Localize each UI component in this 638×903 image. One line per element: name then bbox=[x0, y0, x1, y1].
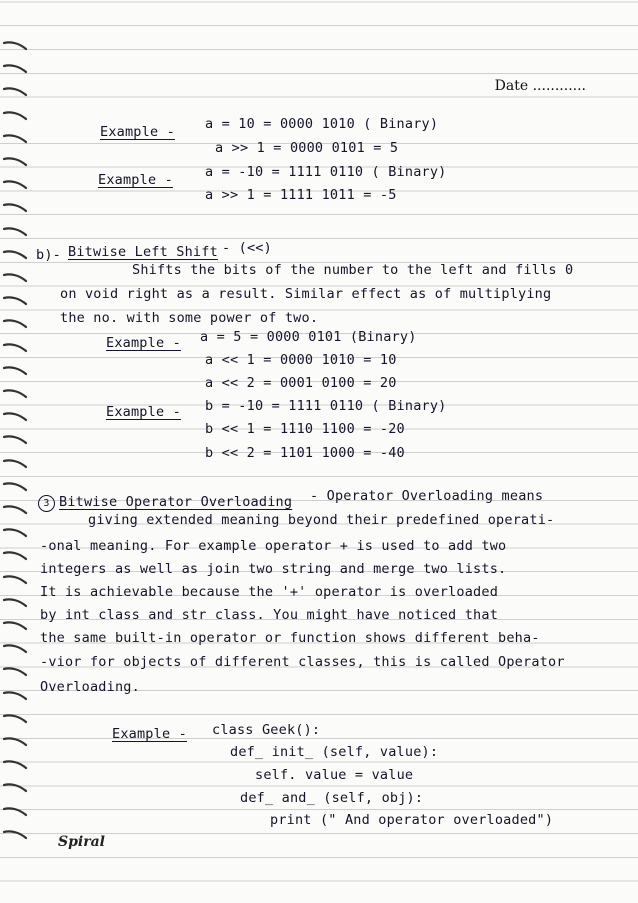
text-line: a << 1 = 0000 1010 = 10 bbox=[205, 352, 397, 368]
spiral-ring-icon bbox=[2, 63, 28, 75]
code-line: def_ init_ (self, value): bbox=[230, 744, 439, 760]
section-prefix: b)- bbox=[36, 247, 61, 263]
paragraph-line: integers as well as join two string and merge two lists. bbox=[40, 561, 507, 577]
spiral-ring-icon bbox=[2, 156, 28, 168]
section-number: 3 bbox=[38, 495, 55, 512]
example-label: Example - bbox=[112, 726, 187, 742]
text-line: a = 10 = 0000 1010 ( Binary) bbox=[205, 116, 439, 132]
paragraph-line: on void right as a result. Similar effect as of multiplying bbox=[60, 286, 552, 302]
spiral-ring-icon bbox=[2, 226, 28, 238]
example-label: Example - bbox=[100, 124, 175, 140]
paragraph-line: - Operator Overloading means bbox=[310, 488, 544, 504]
paragraph-line: giving extended meaning beyond their predefined operati- bbox=[88, 512, 555, 528]
date-label: Date ............ bbox=[494, 78, 586, 94]
spiral-ring-icon bbox=[2, 365, 28, 377]
spiral-ring-icon bbox=[2, 829, 28, 841]
spiral-ring-icon bbox=[2, 504, 28, 516]
spiral-ring-icon bbox=[2, 690, 28, 702]
spiral-ring-icon bbox=[2, 620, 28, 632]
spiral-ring-icon bbox=[2, 249, 28, 261]
spiral-ring-icon bbox=[2, 86, 28, 98]
text-line: a << 2 = 0001 0100 = 20 bbox=[205, 375, 397, 391]
text-line: a >> 1 = 0000 0101 = 5 bbox=[215, 140, 399, 156]
spiral-ring-icon bbox=[2, 388, 28, 400]
spiral-ring-icon bbox=[2, 342, 28, 354]
spiral-ring-icon bbox=[2, 574, 28, 586]
spiral-ring-icon bbox=[2, 550, 28, 562]
text-line: a = -10 = 1111 0110 ( Binary) bbox=[205, 164, 447, 180]
spiral-ring-icon bbox=[2, 806, 28, 818]
paragraph-line: Shifts the bits of the number to the left and fills 0 bbox=[132, 262, 574, 278]
paragraph-line: by int class and str class. You might have noticed that bbox=[40, 607, 499, 623]
text-line: a = 5 = 0000 0101 (Binary) bbox=[200, 329, 417, 345]
spiral-ring-icon bbox=[2, 713, 28, 725]
paragraph-line: -vior for objects of different classes, this is called Operator bbox=[40, 654, 565, 670]
spiral-ring-icon bbox=[2, 434, 28, 446]
paragraph-line: -onal meaning. For example operator + is used to add two bbox=[40, 538, 507, 554]
code-line: class Geek(): bbox=[212, 722, 321, 738]
example-label: Example - bbox=[106, 404, 181, 420]
code-line: print (" And operator overloaded") bbox=[270, 812, 554, 828]
paragraph-line: the no. with some power of two. bbox=[60, 310, 319, 326]
spiral-ring-icon bbox=[2, 597, 28, 609]
spiral-ring-icon bbox=[2, 458, 28, 470]
text-line: a >> 1 = 1111 1011 = -5 bbox=[205, 187, 397, 203]
spiral-ring-icon bbox=[2, 133, 28, 145]
spiral-ring-icon bbox=[2, 110, 28, 122]
section-heading bbox=[38, 494, 292, 512]
paragraph-line: It is achievable because the '+' operator is overloaded bbox=[40, 584, 499, 600]
spiral-ring-icon bbox=[2, 272, 28, 284]
spiral-ring-icon bbox=[2, 481, 28, 493]
spiral-ring-icon bbox=[2, 666, 28, 678]
paragraph-line: the same built-in operator or function shows different beha- bbox=[40, 630, 540, 646]
section-title: Bitwise Left Shift bbox=[68, 244, 218, 260]
paragraph-line: Overloading. bbox=[40, 679, 140, 695]
text-line: b = -10 = 1111 0110 ( Binary) bbox=[205, 398, 447, 414]
text-line: b << 2 = 1101 1000 = -40 bbox=[205, 445, 405, 461]
spiral-ring-icon bbox=[2, 643, 28, 655]
spiral-ring-icon bbox=[2, 295, 28, 307]
spiral-ring-icon bbox=[2, 411, 28, 423]
spiral-ring-icon bbox=[2, 202, 28, 214]
spiral-ring-icon bbox=[2, 736, 28, 748]
brand-logo: Spiral bbox=[58, 834, 105, 850]
text-line: b << 1 = 1110 1100 = -20 bbox=[205, 421, 405, 437]
spiral-ring-icon bbox=[2, 759, 28, 771]
code-line: self. value = value bbox=[255, 767, 414, 783]
spiral-ring-icon bbox=[2, 782, 28, 794]
spiral-ring-icon bbox=[2, 179, 28, 191]
example-label: Example - bbox=[98, 172, 173, 188]
spiral-ring-icon bbox=[2, 527, 28, 539]
spiral-ring-icon bbox=[2, 40, 28, 52]
section-title: Bitwise Operator Overloading bbox=[59, 494, 293, 510]
code-line: def_ and_ (self, obj): bbox=[240, 790, 424, 806]
spiral-ring-icon bbox=[2, 318, 28, 330]
section-operator: - (<<) bbox=[222, 240, 272, 256]
spiral-binding bbox=[0, 40, 32, 850]
example-label: Example - bbox=[106, 335, 181, 351]
